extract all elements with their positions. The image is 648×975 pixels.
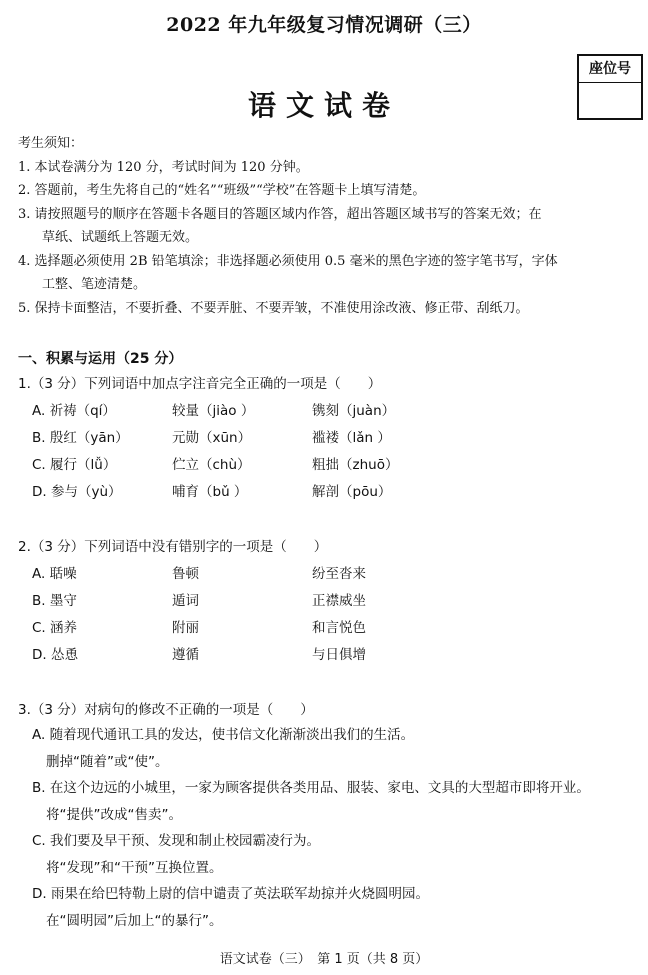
option-cell: 较量（jiào ）: [172, 403, 255, 419]
option-row-a: [18, 559, 638, 586]
option-cell: C. 涵养: [32, 620, 78, 636]
notice-item: 4. 选择题必须使用 2B 铅笔填涂；非选择题必须使用 0.5 毫米的黑色字迹的签字笔书写，字体: [18, 253, 558, 269]
option-fix-c: 将“发现”和“干预”互换位置。: [46, 859, 223, 876]
option-sentence-a: A. 随着现代通讯工具的发达，使书信文化渐渐淡出我们的生活。: [32, 727, 415, 743]
option-fix-a: 删掉“随着”或“使”。: [46, 753, 169, 770]
option-sentence-b: B. 在这个边远的小城里，一家为顾客提供各类用品、服装、家电、文具的大型超市即将开业。: [32, 780, 590, 796]
subject-title: 语文试卷: [247, 89, 400, 122]
option-fix-b: 将“提供”改成“售卖”。: [46, 806, 182, 823]
question-stem: 3.（3 分）对病句的修改不正确的一项是（ ）: [18, 702, 314, 718]
option-cell: 哺育（bǔ ）: [172, 484, 248, 500]
option-sentence-c: C. 我们要及早干预、发现和制止校园霸凌行为。: [32, 833, 321, 849]
exam-title: 2022 年九年级复习情况调研（三）: [166, 14, 482, 36]
option-cell: 附丽: [172, 620, 199, 636]
option-row-d: [18, 640, 638, 667]
notice-heading: 考生须知：: [18, 136, 84, 151]
option-cell: A. 聒噪: [32, 566, 77, 582]
option-sentence-d: D. 雨果在给巴特勒上尉的信中谴责了英法联军劫掠并火烧圆明园。: [32, 886, 429, 902]
notice-item: 3. 请按照题号的顺序在答题卡各题目的答题区域内作答，超出答题区域书写的答案无效；在: [18, 206, 542, 222]
option-cell: 纷至沓来: [312, 566, 366, 582]
question-2: [18, 535, 638, 667]
option-cell: 元勋（xūn）: [172, 430, 252, 446]
candidate-notice: [18, 132, 633, 320]
option-row-c: [18, 613, 638, 640]
question-stem: 1.（3 分）下列词语中加点字注音完全正确的一项是（ ）: [18, 376, 382, 392]
question-1: [18, 372, 638, 504]
option-cell: 遁词: [172, 593, 199, 609]
question-3: [18, 698, 638, 934]
seat-number-label: 座位号: [579, 56, 641, 83]
question-stem: 2.（3 分）下列词语中没有错别字的一项是（ ）: [18, 539, 328, 555]
option-fix-d: 在“圆明园”后加上“的暴行”。: [46, 912, 223, 929]
option-cell: 鲁顿: [172, 566, 199, 582]
page-footer: 语文试卷（三） 第 1 页（共 8 页）: [219, 952, 429, 967]
option-row-b: [18, 586, 638, 613]
option-cell: 遵循: [172, 647, 199, 663]
option-cell: 与日俱增: [312, 647, 366, 663]
option-cell: 正襟威坐: [312, 593, 366, 609]
option-cell: B. 殷红（yān）: [32, 430, 129, 446]
notice-item: 2. 答题前，考生先将自己的“姓名”“班级”“学校”在答题卡上填写清楚。: [18, 183, 426, 198]
option-row-b: [18, 423, 638, 450]
option-cell: 和言悦色: [312, 620, 366, 636]
notice-item: 5. 保持卡面整洁，不要折叠、不要弄脏、不要弄皱，不准使用涂改液、修正带、刮纸刀。: [18, 300, 529, 316]
notice-item-continued: 工整、笔迹清楚。: [42, 277, 147, 292]
option-row-c: [18, 450, 638, 477]
notice-item: 1. 本试卷满分为 120 分，考试时间为 120 分钟。: [18, 159, 309, 175]
option-cell: 褴褛（lǎn ）: [312, 430, 391, 446]
notice-item-continued: 草纸、试题纸上答题无效。: [42, 230, 199, 245]
option-cell: D. 怂恿: [32, 647, 78, 663]
option-cell: 镌刻（juàn）: [312, 403, 396, 419]
option-row-d: [18, 477, 638, 504]
option-cell: D. 参与（yù）: [32, 484, 122, 500]
section-heading: 一、积累与运用（25 分）: [18, 351, 183, 367]
option-cell: 粗拙（zhuō）: [312, 457, 399, 473]
option-cell: 解剖（pōu）: [312, 484, 392, 500]
option-cell: C. 履行（lǚ）: [32, 457, 117, 473]
option-cell: 伫立（chù）: [172, 457, 251, 473]
option-cell: A. 祈祷（qí）: [32, 403, 116, 419]
option-cell: B. 墨守: [32, 593, 77, 609]
option-row-a: [18, 396, 638, 423]
